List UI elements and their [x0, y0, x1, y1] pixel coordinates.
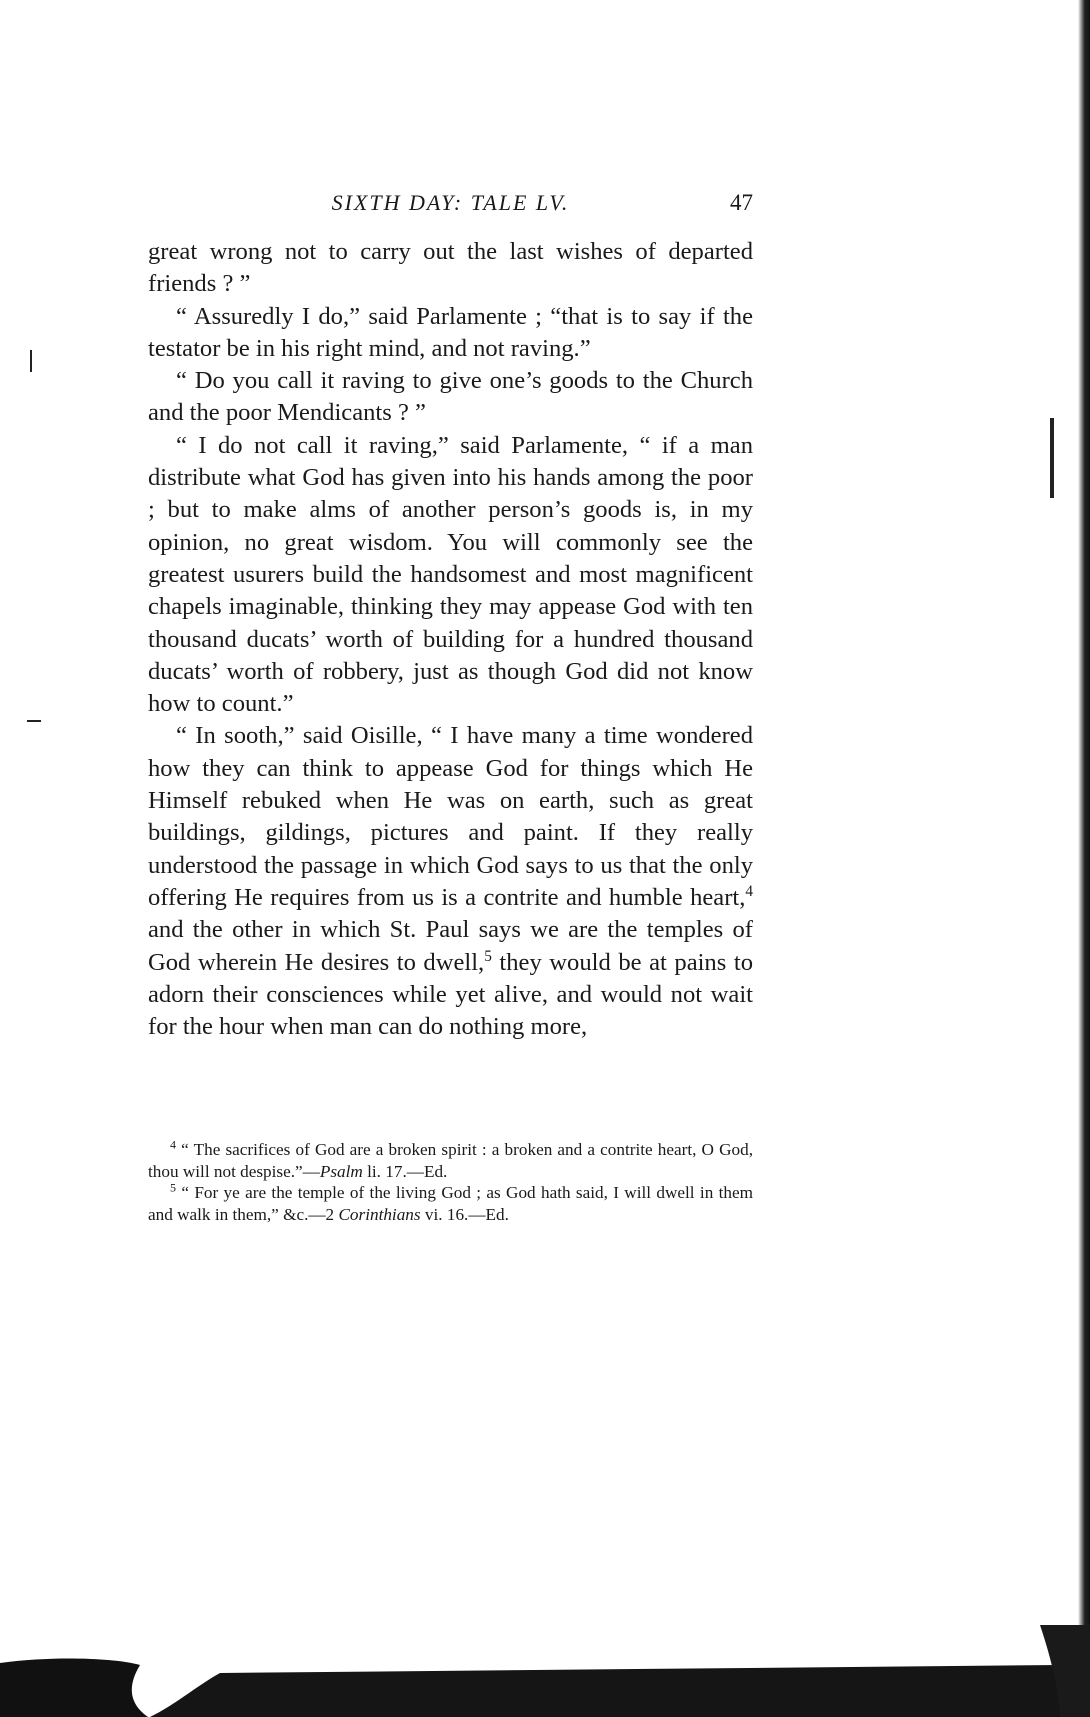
body-text	[148, 236, 753, 1043]
footnote	[148, 1139, 753, 1182]
paragraph-text: and the other in which St. Paul says we are the temples of God wherein He desires to dwell,	[148, 916, 753, 976]
footnote-ref-text: li. 17.—Ed.	[362, 1161, 448, 1181]
paragraph: great wrong not to carry out the last wishes of departed friends ? ”	[148, 238, 753, 298]
footnote-ref: 4	[745, 882, 753, 900]
footnote-ref: 5	[484, 947, 492, 965]
footnote-source: Psalm	[319, 1161, 363, 1181]
scan-mark	[27, 720, 41, 722]
footnote-text: “ The sacrifices of God are a broken spirit : a broken and a contrite heart, O God, thou will not despise.”—	[148, 1140, 753, 1181]
footnote-number: 4	[170, 1137, 177, 1152]
paragraph	[148, 720, 753, 1043]
scan-edge-bottom	[0, 1625, 1090, 1717]
footnote-text: “ For ye are the temple of the living God ; as God hath said, I will dwell in them and walk in them,” &c.—2	[148, 1183, 753, 1224]
running-head	[148, 188, 753, 228]
footnote-number: 5	[170, 1180, 177, 1195]
paragraph-text: “ In sooth,” said Oisille, “ I have many a time wondered how they can think to appease God for things which He Himself rebuked when He was on earth, such as great buildings, gildings, pictures and paint. If they really understood the passage in which God says to us that the only offering He requires from us is a contrite and humble heart,	[148, 722, 753, 911]
paragraph: “ Assuredly I do,” said Parlamente ; “that is to say if the testator be in his right mind, and not raving.”	[148, 302, 753, 362]
footnote-ref-text: vi. 16.—Ed.	[420, 1204, 509, 1224]
paragraph-text: they would be at pains to adorn their consciences while yet alive, and would not wait for the hour when man can do nothing more,	[148, 948, 753, 1041]
page-number: 47	[730, 190, 753, 215]
scan-mark	[30, 350, 32, 372]
footnotes	[148, 1139, 753, 1225]
scan-mark	[1050, 418, 1054, 498]
running-title: SIXTH DAY: TALE LV.	[331, 190, 570, 215]
paragraph: “ I do not call it raving,” said Parlamente, “ if a man distribute what God has given into his hands among the poor ; but to make alms of another person’s goods is, in my opinion, no great wisdom. You will commonly see the greatest usurers build the handsomest and most magnificent chapels imaginable, thinking they may appease God with ten thousand ducats’ worth of building for a hundred thousand ducats’ worth of robbery, just as though God did not know how to count.”	[148, 431, 753, 718]
footnote-source: Corinthians	[338, 1204, 421, 1224]
paragraph: “ Do you call it raving to give one’s goods to the Church and the poor Mendicants ? ”	[148, 367, 753, 427]
footnote	[148, 1182, 753, 1225]
scan-edge-right	[1078, 0, 1090, 1717]
